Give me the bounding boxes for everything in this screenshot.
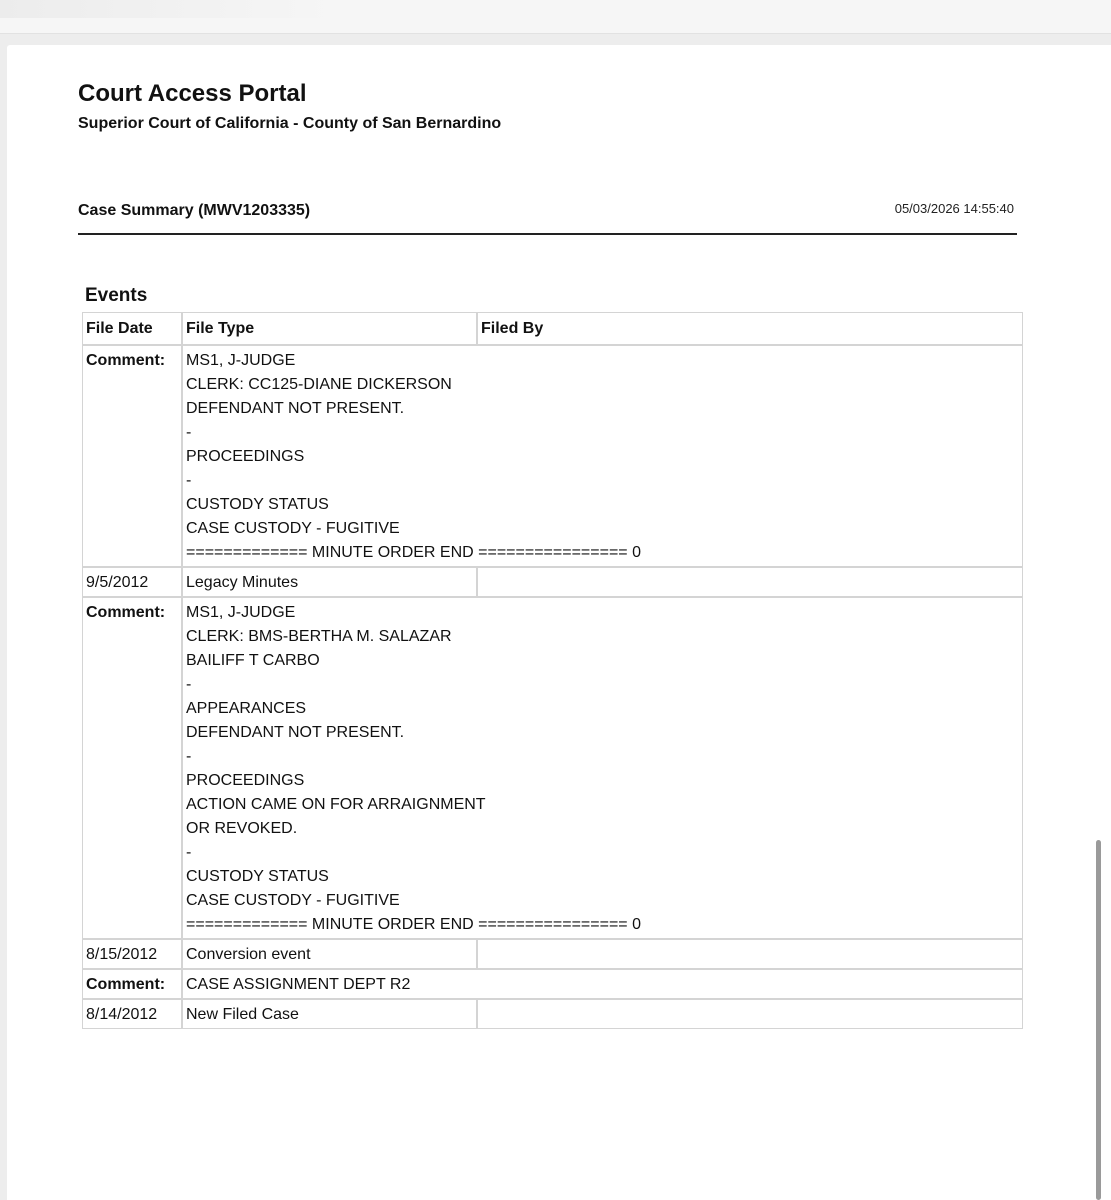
table-row [82,999,1023,1029]
file-type-cell: Conversion event [182,939,477,969]
comment-label: Comment: [82,597,182,939]
file-date-cell: 8/14/2012 [82,999,182,1029]
portal-title: Court Access Portal [78,80,307,107]
file-type-cell: Legacy Minutes [182,567,477,597]
court-name: Superior Court of California - County of San Bernardino [78,115,502,132]
portal-header [78,78,1017,219]
vertical-scrollbar[interactable] [1096,840,1101,1200]
comment-row [82,597,1023,939]
table-row [82,939,1023,969]
table-header-row [82,312,1023,345]
file-type-cell: New Filed Case [182,999,477,1029]
case-summary-title: Case Summary (MWV1203335) [78,202,311,219]
events-title: Events [85,285,148,306]
comment-label: Comment: [82,345,182,567]
comment-text: MS1, J-JUDGE CLERK: BMS-BERTHA M. SALAZAR BAILIFF T CARBO - APPEARANCES DEFENDANT NOT PRESENT. - PROCEEDINGS ACTION CAME ON FOR ARRAIGNMENT OR REVOKED. - CUSTODY STATUS CASE CUSTODY - FUGITIVE ============= MINUTE ORDER END ================ 0 [182,597,1023,939]
table-row [82,567,1023,597]
top-bar-shadow [0,0,340,18]
filed-by-cell [477,567,1023,597]
comment-row [82,345,1023,567]
filed-by-cell [477,939,1023,969]
header-file-date: File Date [82,312,182,345]
case-summary-row [78,199,1017,235]
top-bar [0,0,1111,34]
timestamp: 05/03/2026 14:55:40 [894,201,1014,216]
comment-row [82,969,1023,999]
comment-text: MS1, J-JUDGE CLERK: CC125-DIANE DICKERSON DEFENDANT NOT PRESENT. - PROCEEDINGS - CUSTODY STATUS CASE CUSTODY - FUGITIVE ============= MINUTE ORDER END ================ 0 [182,345,1023,567]
header-file-type: File Type [182,312,477,345]
file-date-cell: 8/15/2012 [82,939,182,969]
comment-label: Comment: [82,969,182,999]
header-filed-by: Filed By [477,312,1023,345]
file-date-cell: 9/5/2012 [82,567,182,597]
events-table [82,312,1023,1029]
comment-text: CASE ASSIGNMENT DEPT R2 [182,969,1023,999]
filed-by-cell [477,999,1023,1029]
